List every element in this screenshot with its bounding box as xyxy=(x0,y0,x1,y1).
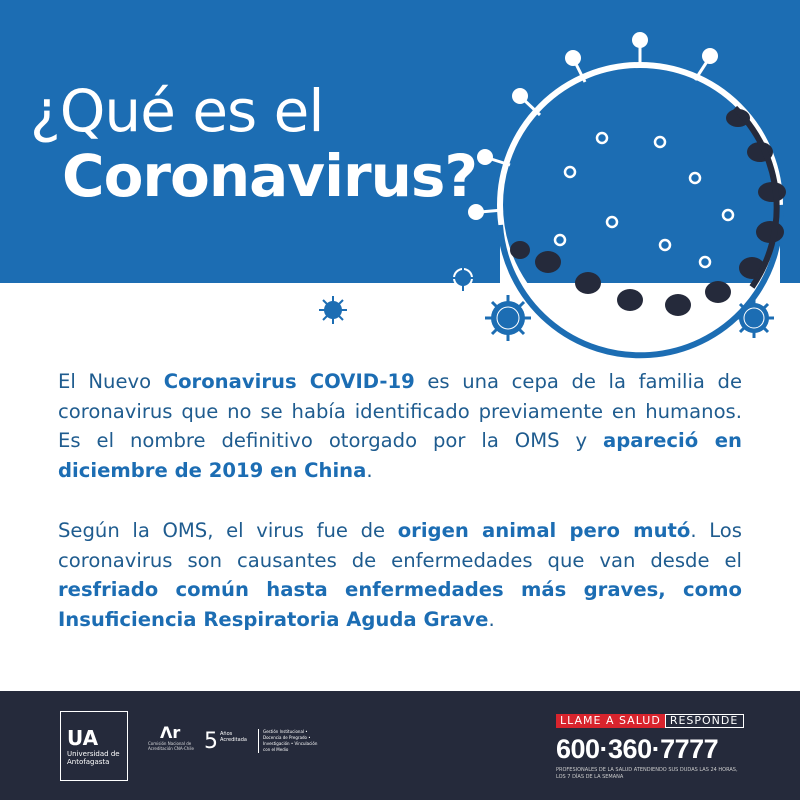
health-hotline xyxy=(556,714,744,781)
small-virus-icon xyxy=(319,296,347,324)
small-virus-icon xyxy=(734,298,774,338)
university-logo: UA Universidad de Antofagasta xyxy=(60,711,128,781)
phone-note: PROFESIONALES DE LA SALUD ATENDIENDO SUS DUDAS LAS 24 HORAS, LOS 7 DÍAS DE LA SEMANA xyxy=(556,767,738,780)
paragraph-2: Según la OMS, el virus fue de origen animal pero mutó. Los coronavirus son causantes de enfermedades que van desde el resfriado común hasta enfermedades más graves, como Insuficiencia Respiratoria Aguda Grave. xyxy=(58,519,742,631)
small-virus-icon xyxy=(450,265,476,291)
title-line-1: ¿Qué es el xyxy=(30,77,324,145)
paragraph-1: El Nuevo Coronavirus COVID-19 es una cepa de la familia de coronavirus que no se había identificado previamente en humanos. Es el nombre definitivo otorgado por la OMS y apareció en diciembre de 2019 en China. xyxy=(58,370,742,482)
title-line-2: Coronavirus? xyxy=(62,142,478,210)
accreditation-seal: Λr Comisión Nacional de Acreditación CNA-Chile 5 Años Acreditada Gestión Institucional • Docencia de Pregrado • Investigación • Vinculación con el Medio xyxy=(148,721,316,771)
cna-logo-icon: Λr xyxy=(160,723,181,742)
phone-number[interactable]: 600·360·7777 xyxy=(556,734,719,764)
hotline-banner: LLAME A SALUD RESPONDE xyxy=(556,714,744,728)
small-virus-icon xyxy=(485,295,531,341)
footer xyxy=(0,691,800,800)
